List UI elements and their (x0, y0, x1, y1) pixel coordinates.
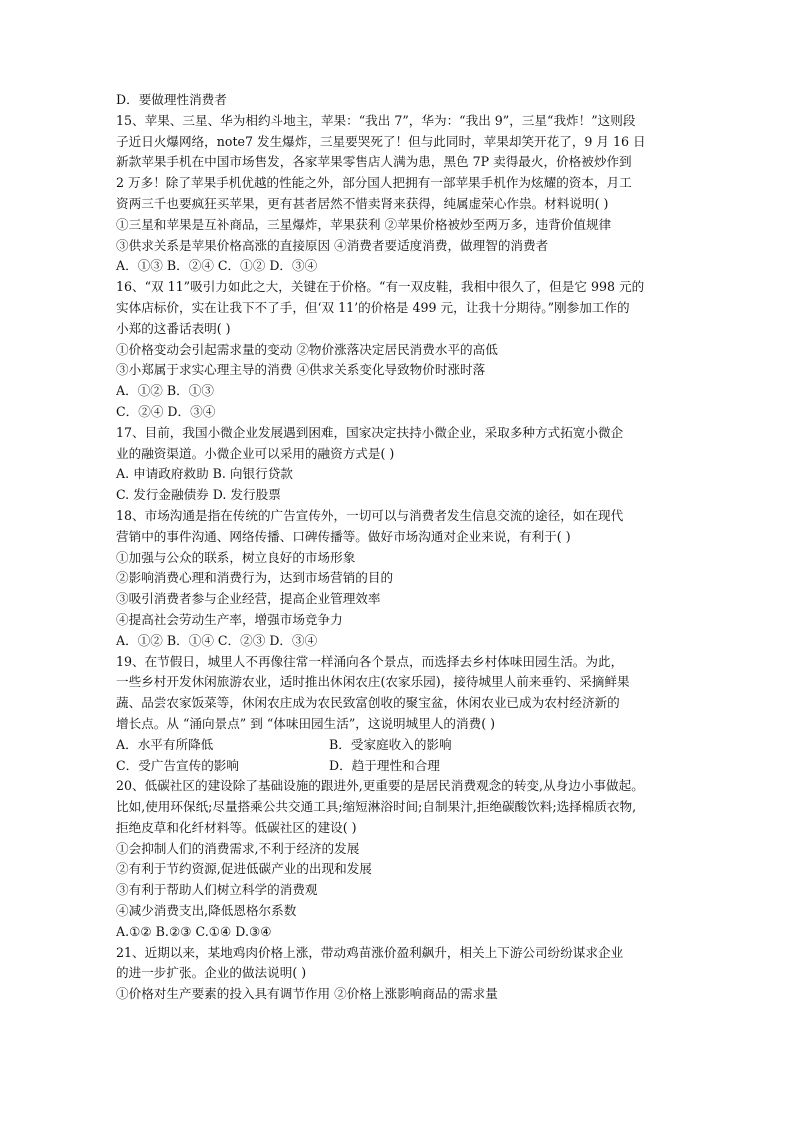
question-21-text: 21、近期以来，某地鸡肉价格上涨，带动鸡苗涨价盈利飙升，相关上下游公司纷纷谋求企业 (116, 944, 624, 960)
question-15-text: 2 万多！除了苹果手机优越的性能之外，部分国人把拥有一部苹果手机作为炫耀的资本，月工 (116, 175, 632, 191)
question-20-text: 拒绝皮草和化纤材料等。低碳社区的建设( ) (116, 819, 357, 835)
question-16-text: 小郑的这番话表明( ) (116, 320, 231, 336)
question-19-option-b: B．受家庭收入的影响 (329, 736, 452, 752)
question-16-option: ①价格变动会引起需求量的变动 ②物价涨落决定居民消费水平的高低 (116, 341, 498, 357)
question-20-option: ①会抑制人们的消费需求,不利于经济的发展 (116, 840, 360, 856)
question-19-text: 一些乡村开发休闲旅游农业，适时推出休闲农庄(农家乐园)，接待城里人前来垂钓、采摘鲜果 (116, 674, 630, 690)
question-18-option: ①加强与公众的联系，树立良好的市场形象 (116, 549, 356, 565)
question-20-option: ④减少消费支出,降低恩格尔系数 (116, 903, 297, 919)
question-16-text: 实体店标价，实在让我下不了手，但‘双 11’的价格是 499 元，让我十分期待。”刚参加工作的 (116, 299, 630, 315)
question-20-option: ②有利于节约资源,促进低碳产业的出现和发展 (116, 861, 372, 877)
question-17-text: 业的融资渠道。小微企业可以采用的融资方式是( ) (116, 445, 395, 461)
question-16-option: ③小郑属于求实心理主导的消费 ④供求关系变化导致物价时涨时落 (116, 362, 486, 378)
question-15-text: 资两三千也要疯狂买苹果，更有甚者居然不惜卖肾来获得，纯属虚荣心作祟。材料说明( ) (116, 195, 609, 211)
question-19-text: 19、在节假日，城里人不再像往常一样涌向各个景点，而选择去乡村体味田园生活。为此， (116, 653, 624, 669)
question-18-text: 营销中的事件沟通、网络传播、口碑传播等。做好市场沟通对企业来说，有利于( ) (116, 528, 571, 544)
question-17-text: 17、目前，我国小微企业发展遇到困难，国家决定扶持小微企业，采取多种方式拓宽小微企 (116, 424, 624, 440)
question-15-answers: A．①③ B．②④ C．①② D．③④ (116, 258, 318, 274)
question-19-options-row (116, 756, 686, 777)
question-15-text: 新款苹果手机在中国市场售发，各家苹果零售店人满为患，黑色 7P 卖得最火，价格被炒作到 (116, 154, 632, 170)
question-15-option: ③供求关系是苹果价格高涨的直接原因 ④消费者要适度消费，做理智的消费者 (116, 237, 549, 253)
question-18-option: ③吸引消费者参与企业经营，提高企业管理效率 (116, 591, 381, 607)
question-20-text: 20、低碳社区的建设除了基础设施的跟进外,更重要的是居民消费观念的转变,从身边小事做起。 (116, 778, 644, 794)
question-18-answers: A．①② B．①④ C．②③ D．③④ (116, 632, 318, 648)
question-15-text: 15、苹果、三星、华为相约斗地主，苹果：“我出 7”，华为：“我出 9”，三星“我炸！”这则段 (116, 112, 636, 128)
question-20-answers: A.①② B.②③ C.①④ D.③④ (116, 923, 272, 939)
question-19-text: 蔬、品尝农家饭菜等，休闲农庄成为农民致富创收的聚宝盆，休闲农业已成为农村经济新的 (116, 695, 620, 711)
question-19-option-a: A．水平有所降低 (116, 736, 214, 752)
question-18-option: ②影响消费心理和消费行为，达到市场营销的目的 (116, 570, 394, 586)
question-21-option: ①价格对生产要素的投入具有调节作用 ②价格上涨影响商品的需求量 (116, 986, 498, 1002)
question-16-answers: A．①② B．①③ (116, 383, 214, 399)
question-19-option-d: D．趋于理性和合理 (329, 757, 440, 773)
question-15-option: ①三星和苹果是互补商品，三星爆炸，苹果获利 ②苹果价格被炒至两万多，违背价值规律 (116, 216, 612, 232)
document-page (116, 90, 686, 1005)
question-20-text: 比如,使用环保纸;尽量搭乘公共交通工具;缩短淋浴时间;自制果汁,拒绝碳酸饮料;选择棉质衣物, (116, 799, 637, 815)
question-17-option: C. 发行金融债券 D. 发行股票 (116, 487, 281, 503)
question-17-option: A. 申请政府救助 B. 向银行贷款 (116, 466, 293, 482)
question-19-options-row (116, 735, 686, 756)
question-19-option-c: C．受广告宣传的影响 (116, 757, 239, 773)
question-15-text: 子近日火爆网络，note7 发生爆炸，三星要哭死了！但与此同时，苹果却笑开花了，9 月 16 日 (116, 133, 646, 149)
question-16-text: 16、“双 11”吸引力如此之大，关键在于价格。“有一双皮鞋，我相中很久了，但是它 998 元的 (116, 279, 645, 295)
question-18-option: ④提高社会劳动生产率，增强市场竞争力 (116, 611, 343, 627)
question-19-text: 增长点。从 “涌向景点” 到 “体味田园生活”，这说明城里人的消费( ) (116, 715, 496, 731)
option-d-line: D．要做理性消费者 (116, 92, 227, 107)
question-20-option: ③有利于帮助人们树立科学的消费观 (116, 882, 318, 898)
question-21-text: 的进一步扩张。企业的做法说明( ) (116, 965, 307, 981)
question-18-text: 18、市场沟通是指在传统的广告宣传外，一切可以与消费者发生信息交流的途径，如在现代 (116, 507, 624, 523)
question-16-answers: C．②④ D．③④ (116, 403, 216, 419)
